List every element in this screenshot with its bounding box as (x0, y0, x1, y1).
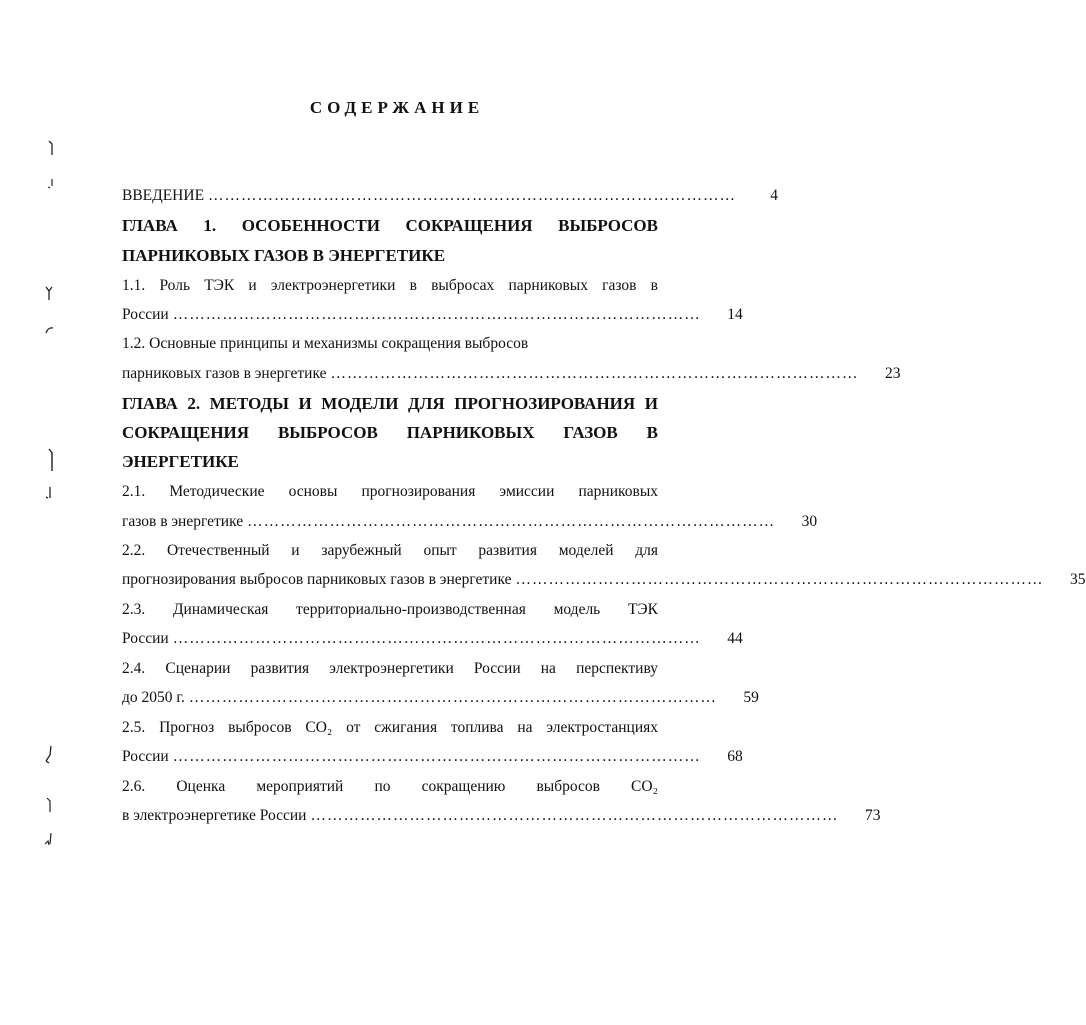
entry-page: 73 (864, 807, 881, 824)
toc-entry (122, 362, 901, 386)
leader-dots: …………………………………………………………………………………… (310, 807, 839, 824)
section-heading: 2.1. Методические основы прогнозирования эмиссии парниковых (122, 483, 658, 500)
entry-title: газов в энергетике (122, 513, 244, 530)
scan-mark (48, 448, 52, 462)
leader-dots: …………………………………………………………………………………… (247, 513, 776, 530)
toc-entry-intro (122, 184, 779, 208)
scan-mark (44, 325, 48, 339)
toc-entry (122, 627, 743, 651)
entry-title: ВВЕДЕНИЕ (122, 187, 205, 204)
entry-title: парниковых газов в энергетике (122, 365, 327, 382)
section-heading: 1.2. Основные принципы и механизмы сокращения выбросов (122, 335, 529, 352)
toc-entry (122, 745, 743, 769)
entry-title: России (122, 630, 169, 647)
entry-page: 4 (770, 187, 779, 204)
chapter-heading: ГЛАВА 2. МЕТОДЫ И МОДЕЛИ ДЛЯ ПРОГНОЗИРОВАНИЯ И (122, 394, 658, 413)
leader-dots: …………………………………………………………………………………… (330, 365, 859, 382)
leader-dots: …………………………………………………………………………………… (172, 306, 701, 323)
scan-mark (46, 797, 50, 811)
entry-page: 59 (743, 689, 759, 706)
chapter-heading: ЭНЕРГЕТИКЕ (122, 452, 239, 471)
entry-title: до 2050 г. (122, 689, 185, 706)
entry-title: в электроэнергетике России (122, 807, 307, 824)
section-heading: 2.5. Прогноз выбросов СО₂ от сжигания топлива на электростанциях (122, 719, 658, 736)
chapter-heading: СОКРАЩЕНИЯ ВЫБРОСОВ ПАРНИКОВЫХ ГАЗОВ В (122, 423, 658, 442)
entry-page: 14 (727, 306, 743, 323)
entry-page: 30 (801, 513, 818, 530)
scan-mark (45, 486, 49, 500)
section-heading: 1.1. Роль ТЭК и электроэнергетики в выбросах парниковых газов в (122, 277, 658, 294)
entry-page: 23 (884, 365, 901, 382)
entry-title: России (122, 306, 169, 323)
scan-mark (45, 285, 49, 299)
scan-mark (47, 178, 51, 192)
toc-entry (122, 686, 759, 710)
leader-dots: …………………………………………………………………………………… (172, 630, 701, 647)
leader-dots: …………………………………………………………………………………… (515, 571, 1044, 588)
toc-entry (122, 510, 818, 534)
section-heading: 2.4. Сценарии развития электроэнергетики России на перспективу (122, 660, 658, 677)
scan-mark (44, 745, 48, 759)
toc-entry (122, 568, 1086, 592)
section-heading: 2.2. Отечественный и зарубежный опыт развития моделей для (122, 542, 658, 559)
leader-dots: …………………………………………………………………………………… (188, 689, 717, 706)
chapter-heading: ГЛАВА 1. ОСОБЕННОСТИ СОКРАЩЕНИЯ ВЫБРОСОВ (122, 216, 658, 235)
leader-dots: …………………………………………………………………………………… (208, 187, 737, 204)
entry-title: прогнозирования выбросов парниковых газов в энергетике (122, 571, 512, 588)
scan-mark (48, 140, 52, 154)
entry-page: 35 (1070, 571, 1086, 588)
scan-mark (44, 832, 48, 846)
toc-entry (122, 804, 881, 828)
entry-title: России (122, 748, 169, 765)
toc-entry (122, 303, 743, 327)
entry-page: 68 (727, 748, 743, 765)
chapter-heading: ПАРНИКОВЫХ ГАЗОВ В ЭНЕРГЕТИКЕ (122, 246, 446, 265)
section-heading: 2.3. Динамическая территориально-производственная модель ТЭК (122, 601, 658, 618)
page-title: СОДЕРЖАНИЕ (309, 98, 485, 117)
leader-dots: …………………………………………………………………………………… (172, 748, 701, 765)
entry-page: 44 (727, 630, 743, 647)
section-heading: 2.6. Оценка мероприятий по сокращению выбросов СО₂ (122, 778, 658, 795)
